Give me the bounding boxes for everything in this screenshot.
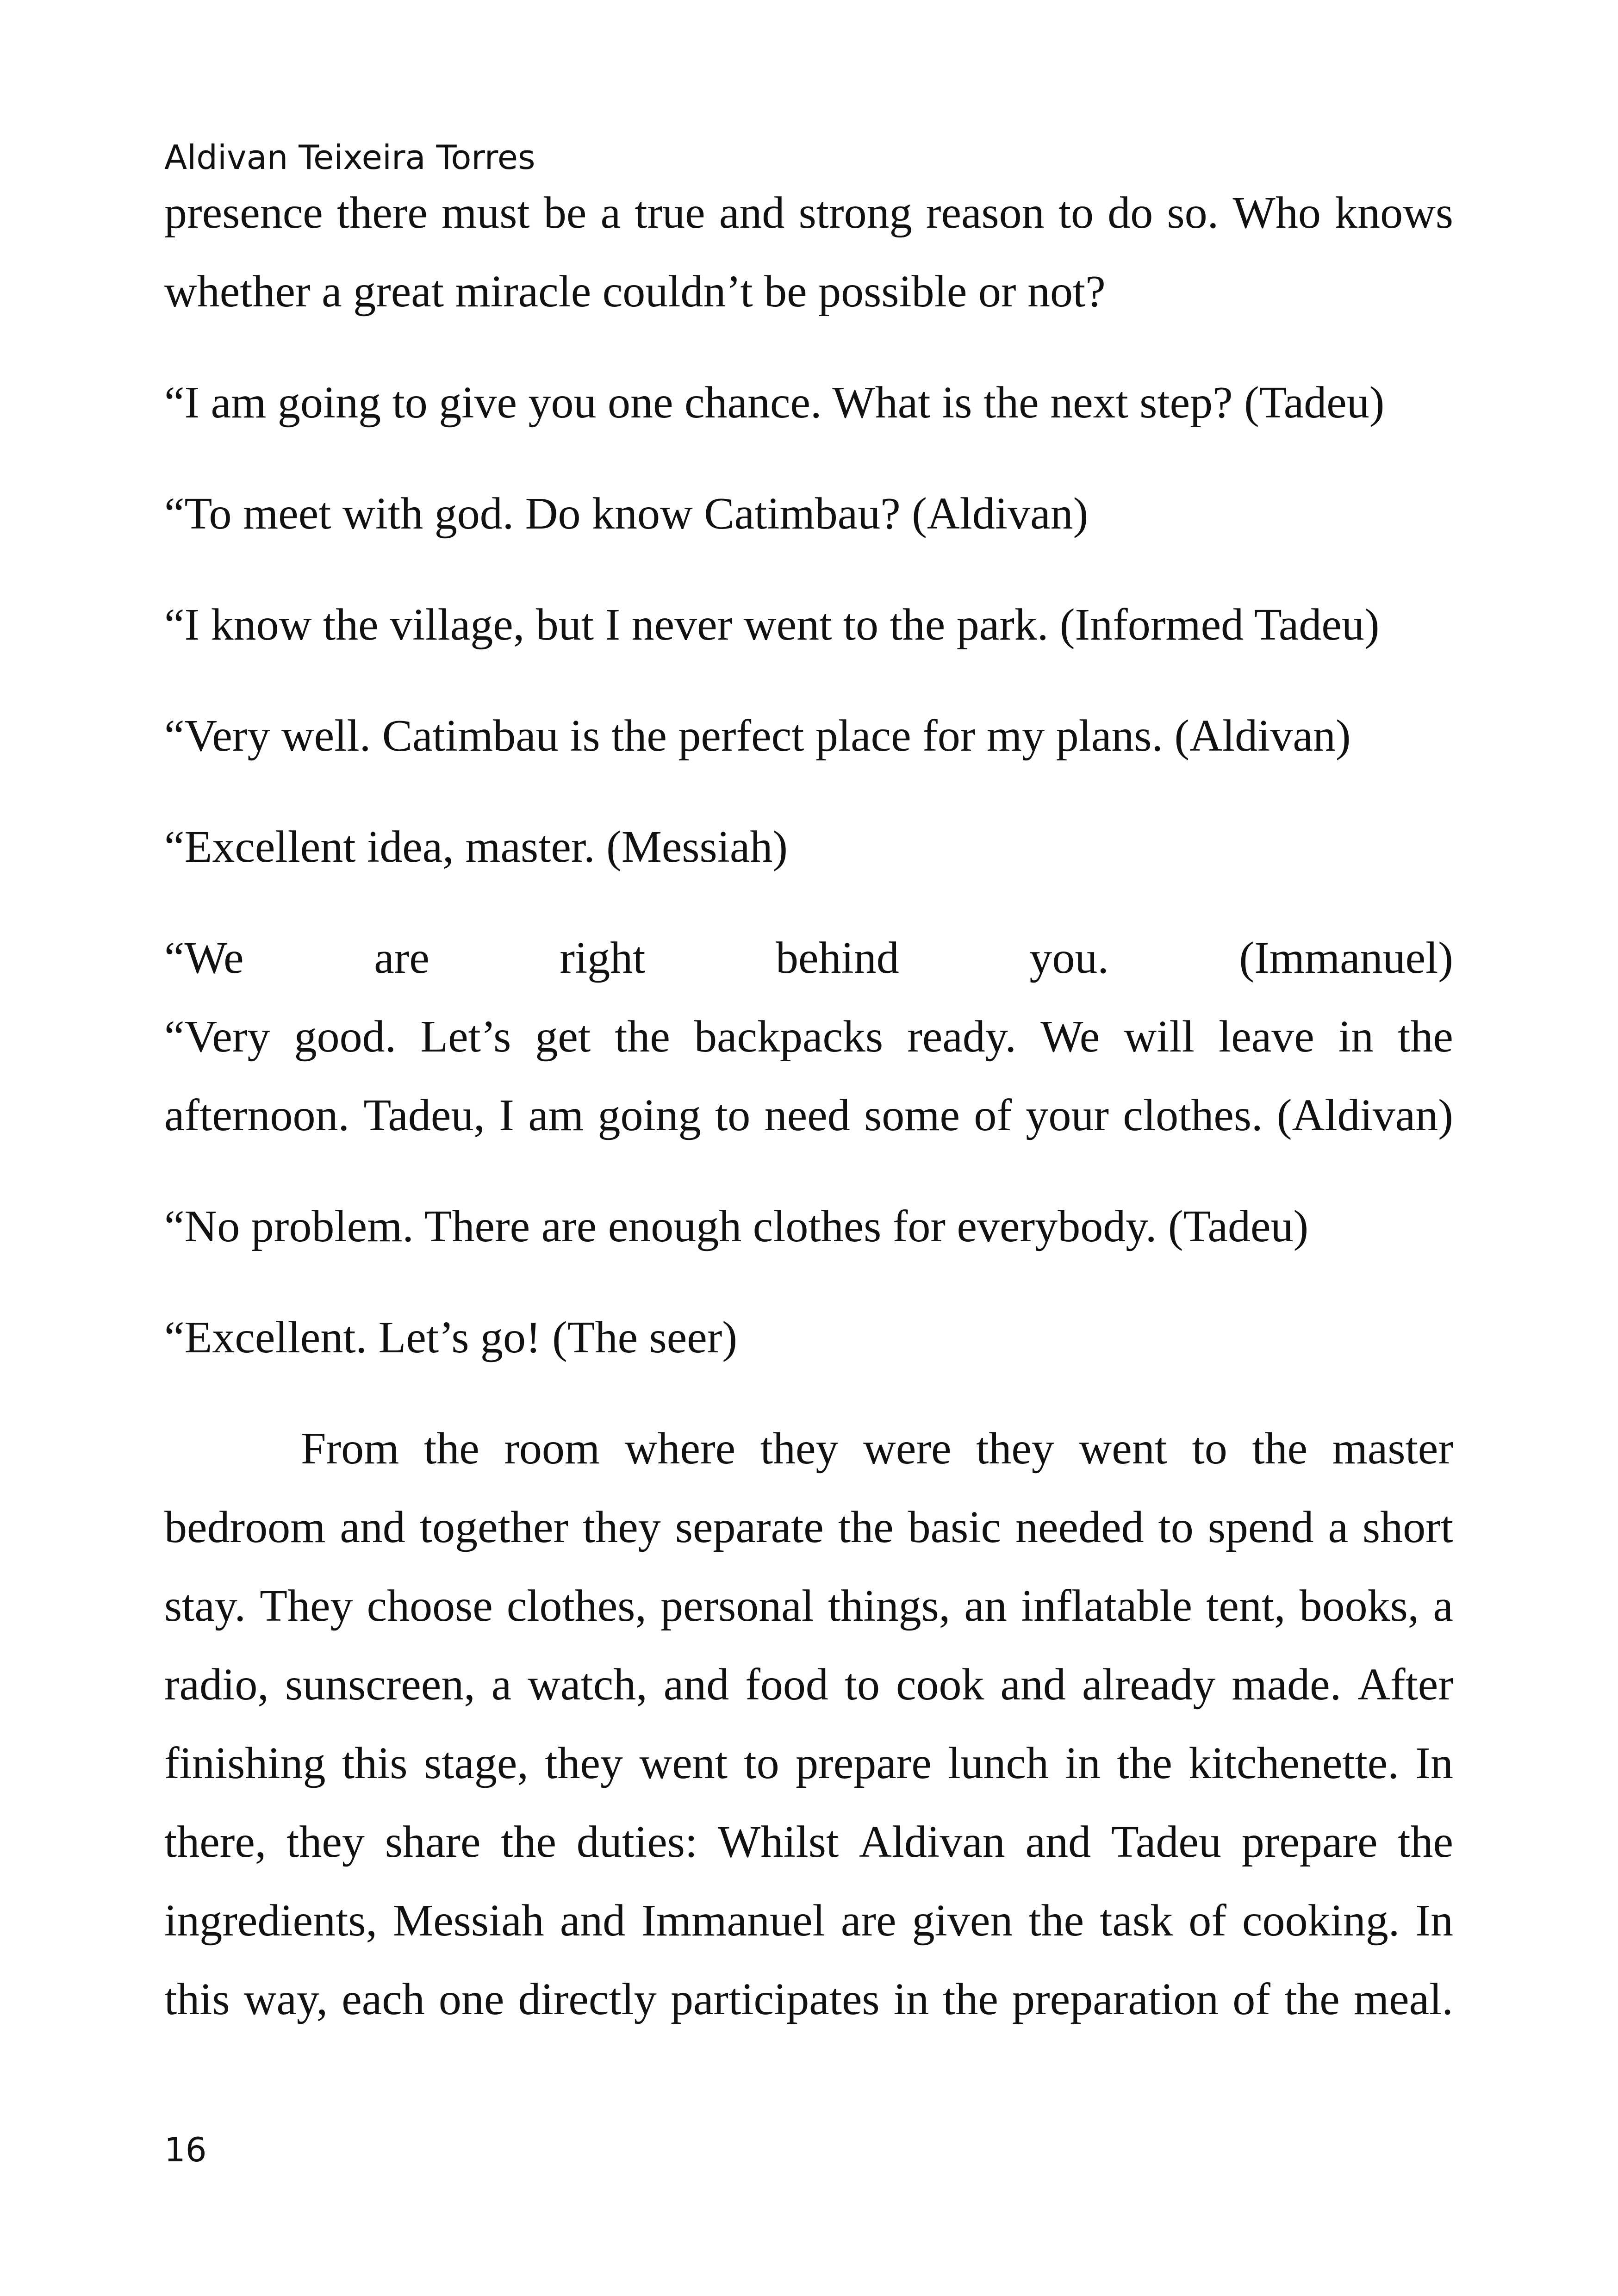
word: cooking.	[1242, 1896, 1400, 1946]
word: afternoon.	[164, 1090, 349, 1140]
running-header-author: Aldivan Teixeira Torres	[164, 138, 535, 177]
word: a	[1328, 1502, 1348, 1552]
word: to	[1192, 1424, 1227, 1474]
word: they	[760, 1424, 839, 1474]
word: personal	[660, 1581, 815, 1631]
word: the	[423, 1424, 479, 1474]
word: (Aldivan)	[1276, 1090, 1453, 1140]
word: Aldivan	[859, 1817, 1005, 1867]
word: ingredients,	[164, 1896, 377, 1946]
word: leave	[1218, 1012, 1314, 1062]
word: need	[764, 1090, 850, 1140]
word: choose	[367, 1581, 493, 1631]
word: behind	[776, 933, 899, 983]
text-line	[164, 185, 1453, 241]
word: the	[1284, 1974, 1340, 2024]
word: needed	[1015, 1502, 1144, 1552]
word: duties:	[576, 1817, 698, 1867]
word: do	[1108, 188, 1153, 238]
word: and	[719, 188, 785, 238]
text-line	[164, 1009, 1453, 1064]
word: are	[840, 1896, 896, 1946]
word: one	[438, 1974, 504, 2024]
text-line	[164, 1088, 1453, 1143]
word: After	[1357, 1660, 1453, 1710]
word: tent,	[1206, 1581, 1286, 1631]
text-line	[164, 930, 1453, 986]
word: the	[1398, 1817, 1453, 1867]
word: and	[560, 1896, 626, 1946]
word: kitchenette.	[1189, 1738, 1399, 1788]
word: lunch	[948, 1738, 1049, 1788]
word: and	[663, 1660, 729, 1710]
text-line	[301, 1421, 1453, 1476]
word: together	[419, 1502, 569, 1552]
word: strong	[798, 188, 912, 238]
word: things,	[828, 1581, 951, 1631]
word: finishing	[164, 1738, 326, 1788]
word: Who	[1232, 188, 1321, 238]
word: Whilst	[717, 1817, 839, 1867]
word: meal.	[1353, 1974, 1453, 2024]
word: stay.	[164, 1581, 246, 1631]
word: each	[342, 1974, 425, 2024]
word: food	[745, 1660, 828, 1710]
text-line	[164, 1972, 1453, 2027]
word: way,	[243, 1974, 328, 2024]
word: spend	[1207, 1502, 1314, 1552]
word: clothes.	[1123, 1090, 1263, 1140]
word: the	[1028, 1896, 1084, 1946]
word: an	[964, 1581, 1007, 1631]
word: you.	[1029, 933, 1109, 983]
word: cook	[896, 1660, 984, 1710]
word: clothes,	[506, 1581, 647, 1631]
word: reason	[926, 188, 1045, 238]
page-number: 16	[164, 2130, 207, 2169]
word: they	[976, 1424, 1054, 1474]
word: Immanuel	[641, 1896, 825, 1946]
word: radio,	[164, 1660, 269, 1710]
word: task	[1100, 1896, 1173, 1946]
word: the	[838, 1502, 894, 1552]
word: Tadeu	[1111, 1817, 1221, 1867]
word: separate	[675, 1502, 824, 1552]
word: in	[1338, 1012, 1374, 1062]
word: good.	[294, 1012, 397, 1062]
text-line: “Excellent idea, master. (Messiah)	[164, 822, 788, 872]
word: given	[912, 1896, 1013, 1946]
word: a	[600, 188, 621, 238]
word: “We	[164, 933, 244, 983]
word: some	[864, 1090, 960, 1140]
word: there	[336, 188, 428, 238]
word: and	[1025, 1817, 1091, 1867]
word: going	[597, 1090, 701, 1140]
word: must	[442, 188, 530, 238]
word: From	[301, 1424, 399, 1474]
word: the	[1398, 1012, 1453, 1062]
text-line: “Excellent. Let’s go! (The seer)	[164, 1313, 738, 1363]
text-line: whether a great miracle couldn’t be possible or not?	[164, 267, 1106, 317]
word: to	[1058, 188, 1094, 238]
word: prepare	[1241, 1817, 1378, 1867]
word: be	[543, 188, 587, 238]
word: right	[560, 933, 646, 983]
word: there,	[164, 1817, 267, 1867]
word: and	[1000, 1660, 1066, 1710]
word: of	[1189, 1896, 1226, 1946]
text-line	[164, 1814, 1453, 1870]
text-line	[164, 1736, 1453, 1791]
word: the	[1117, 1738, 1172, 1788]
word: are	[374, 933, 429, 983]
word: this	[164, 1974, 230, 2024]
word: so.	[1167, 188, 1219, 238]
word: In	[1415, 1738, 1453, 1788]
word: to	[744, 1738, 779, 1788]
text-line: “I know the village, but I never went to the park. (Informed Tadeu)	[164, 600, 1380, 650]
text-line: “No problem. There are enough clothes for everybody. (Tadeu)	[164, 1201, 1309, 1251]
word: master	[1332, 1424, 1453, 1474]
word: your	[1026, 1090, 1109, 1140]
word: in	[893, 1974, 929, 2024]
word: “Very	[164, 1012, 270, 1062]
word: in	[1065, 1738, 1101, 1788]
word: were	[863, 1424, 952, 1474]
word: ready.	[907, 1012, 1017, 1062]
word: went	[639, 1738, 728, 1788]
word: knows	[1335, 188, 1453, 238]
word: prepare	[796, 1738, 932, 1788]
word: the	[615, 1012, 670, 1062]
text-line: “I am going to give you one chance. What is the next step? (Tadeu)	[164, 378, 1385, 428]
word: They	[260, 1581, 353, 1631]
word: the	[943, 1974, 998, 2024]
word: stage,	[423, 1738, 529, 1788]
word: short	[1363, 1502, 1453, 1552]
word: basic	[908, 1502, 1001, 1552]
word: of	[1232, 1974, 1270, 2024]
word: a	[1433, 1581, 1453, 1631]
word: get	[535, 1012, 591, 1062]
word: they	[286, 1817, 365, 1867]
word: participates	[670, 1974, 880, 2024]
word: books,	[1299, 1581, 1419, 1631]
word: (Immanuel)	[1239, 933, 1453, 983]
word: will	[1124, 1012, 1195, 1062]
word: to	[715, 1090, 751, 1140]
word: and	[340, 1502, 405, 1552]
word: directly	[518, 1974, 657, 2024]
word: am	[528, 1090, 584, 1140]
word: presence	[164, 188, 323, 238]
word: to	[1158, 1502, 1194, 1552]
word: room	[504, 1424, 600, 1474]
word: of	[974, 1090, 1012, 1140]
text-line	[164, 1578, 1453, 1634]
word: made.	[1232, 1660, 1342, 1710]
word: bedroom	[164, 1502, 326, 1552]
text-line: “To meet with god. Do know Catimbau? (Aldivan)	[164, 489, 1089, 539]
text-line	[164, 1657, 1453, 1712]
word: a	[491, 1660, 512, 1710]
word: Tadeu,	[363, 1090, 485, 1140]
word: the	[1252, 1424, 1308, 1474]
word: In	[1415, 1896, 1453, 1946]
word: backpacks	[694, 1012, 884, 1062]
word: this	[342, 1738, 408, 1788]
word: watch,	[528, 1660, 647, 1710]
word: the	[501, 1817, 556, 1867]
word: where	[624, 1424, 736, 1474]
word: to	[844, 1660, 880, 1710]
text-line: “Very well. Catimbau is the perfect place for my plans. (Aldivan)	[164, 711, 1351, 761]
word: Let’s	[420, 1012, 511, 1062]
word: true	[635, 188, 705, 238]
word: share	[385, 1817, 481, 1867]
word: inflatable	[1021, 1581, 1192, 1631]
word: they	[583, 1502, 661, 1552]
word: I	[499, 1090, 514, 1140]
word: went	[1079, 1424, 1167, 1474]
word: preparation	[1012, 1974, 1219, 2024]
word: they	[545, 1738, 623, 1788]
text-line	[164, 1500, 1453, 1555]
word: Messiah	[393, 1896, 544, 1946]
word: sunscreen,	[285, 1660, 475, 1710]
word: already	[1082, 1660, 1216, 1710]
word: We	[1040, 1012, 1100, 1062]
text-line	[164, 1893, 1453, 1948]
